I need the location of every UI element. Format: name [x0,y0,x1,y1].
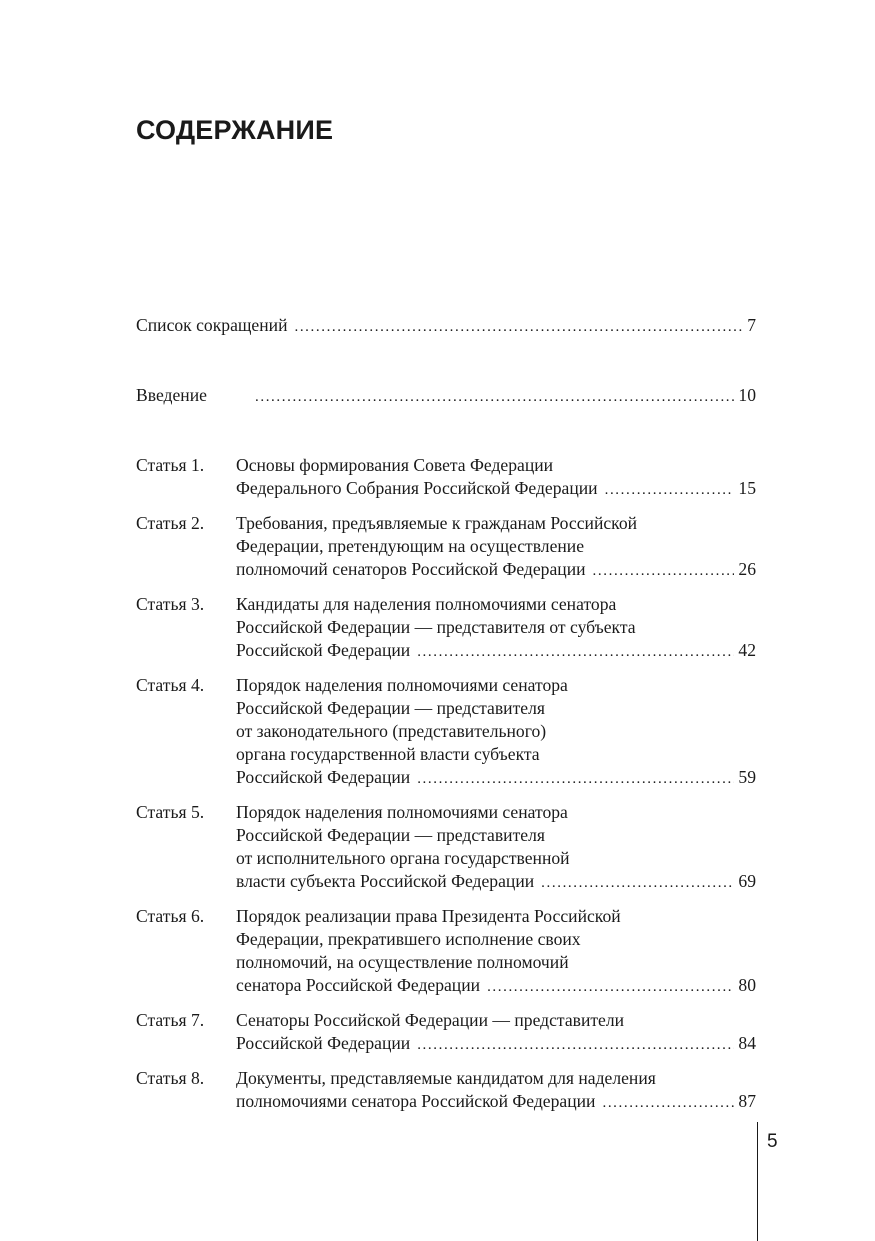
toc-entry-line: Федерации, претендующим на осуществление [236,536,585,556]
toc-entry-title: власти субъекта Российской Федерации [236,871,535,891]
toc-entry-last-line [236,477,756,502]
toc-page-number: 15 [738,478,756,498]
toc-entry-title: Введение [136,385,207,405]
toc-article-number: Статья 6. [136,906,205,926]
toc-entry-last-line [236,558,756,583]
toc-entry-line: Кандидаты для наделения полномочиями сенатора [236,594,617,614]
page-number: 5 [767,1131,778,1152]
toc-entry-line: полномочий, на осуществление полномочий [236,952,569,972]
toc-page-number: 42 [738,640,756,660]
toc-entry-last-line [236,870,756,895]
toc-entry-article-4[interactable] [136,674,756,791]
toc-entry-line: Федерации, прекратившего исполнение своих [236,929,581,949]
toc-entry-line: Российской Федерации — представителя [236,825,545,845]
toc-page-number: 10 [738,385,756,405]
toc-page-number: 69 [738,871,756,891]
toc-entry-line: Документы, представляемые кандидатом для наделения [236,1068,656,1088]
toc-entry-body [236,905,756,999]
toc-entry-body [236,801,756,895]
toc-entry-article-1[interactable] [136,454,756,502]
toc-entry-article-6[interactable] [136,905,756,999]
toc-entry-introduction[interactable] [136,384,756,409]
toc-entry-line: Сенаторы Российской Федерации — представители [236,1010,625,1030]
toc-entry-article-8[interactable] [136,1067,756,1115]
toc-entry-title: Российской Федерации [236,1033,411,1053]
toc-entry-body [236,512,756,583]
toc-entry-body [236,454,756,502]
toc-entry-line: от законодательного (представительного) [236,721,547,741]
toc-page-number: 84 [738,1033,756,1053]
toc-article-number: Статья 1. [136,455,205,475]
toc-article-number: Статья 8. [136,1068,205,1088]
dot-leader [294,316,743,339]
toc-entry-last-line [136,314,756,339]
toc-entry-title: полномочий сенаторов Российской Федерации [236,559,586,579]
toc-entry-body [236,674,756,791]
toc-article-number: Статья 5. [136,802,205,822]
toc-entry-article-5[interactable] [136,801,756,895]
toc-entry-article-7[interactable] [136,1009,756,1057]
dot-leader [541,872,734,895]
dot-leader [605,479,735,502]
toc-article-number: Статья 3. [136,594,205,614]
toc-entry-abbreviations[interactable] [136,314,756,339]
dot-leader [417,641,734,664]
toc-entry-title: Федерального Собрания Российской Федерации [236,478,598,498]
toc-entry-line: Порядок наделения полномочиями сенатора [236,802,568,822]
toc-article-number: Статья 2. [136,513,205,533]
toc-entry-last-line [236,1090,756,1115]
toc-entry-title: Список сокращений [136,315,288,335]
toc-entry-line: органа государственной власти субъекта [236,744,540,764]
toc-entry-article-2[interactable] [136,512,756,583]
page-title: СОДЕРЖАНИЕ [136,115,334,145]
dot-leader [593,560,735,583]
toc-entry-title: Российской Федерации [236,767,411,787]
toc-entry-title: Российской Федерации [236,640,411,660]
toc-entry-title: полномочиями сенатора Российской Федерации [236,1091,596,1111]
toc-entry-line: Порядок реализации права Президента Российской [236,906,621,926]
toc-entry-line: Порядок наделения полномочиями сенатора [236,675,568,695]
dot-leader [417,768,734,791]
toc-entry-line: Основы формирования Совета Федерации [236,455,554,475]
toc-page-number: 7 [747,315,756,335]
toc-page-number: 59 [738,767,756,787]
dot-leader [487,976,734,999]
toc-entry-article-3[interactable] [136,593,756,664]
dot-leader [417,1034,734,1057]
toc-article-number: Статья 7. [136,1010,205,1030]
toc-entry-line: от исполнительного органа государственной [236,848,570,868]
dot-leader [602,1092,734,1115]
table-of-contents [136,314,756,1125]
toc-entry-line: Российской Федерации — представителя [236,698,545,718]
toc-entry-body [236,1009,756,1057]
toc-entry-title: сенатора Российской Федерации [236,975,481,995]
toc-entry-last-line [236,1032,756,1057]
toc-entry-line: Российской Федерации — представителя от субъекта [236,617,636,637]
toc-entry-body [136,314,756,339]
toc-page-number: 26 [738,559,756,579]
toc-entry-last-line [136,384,756,409]
page-margin-rule [757,1122,758,1241]
toc-entry-last-line [236,974,756,999]
toc-entry-line: Требования, предъявляемые к гражданам Российской [236,513,638,533]
toc-entry-last-line [236,639,756,664]
toc-entry-body [136,384,756,409]
dot-leader [255,386,734,409]
toc-page-number: 87 [738,1091,756,1111]
toc-page-number: 80 [738,975,756,995]
toc-entry-last-line [236,766,756,791]
toc-article-number: Статья 4. [136,675,205,695]
toc-entry-body [236,1067,756,1115]
toc-entry-body [236,593,756,664]
